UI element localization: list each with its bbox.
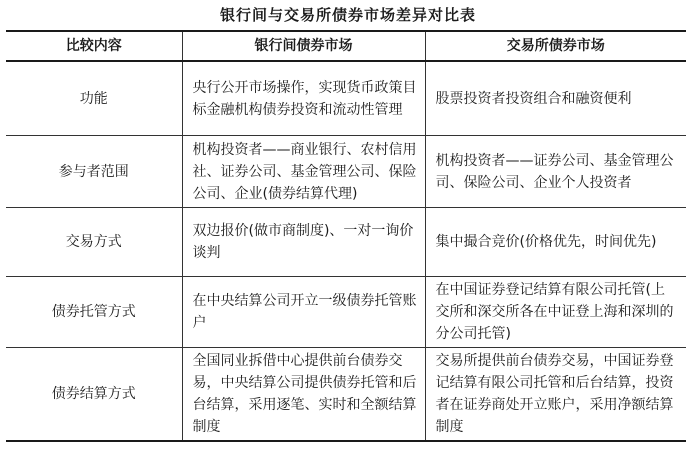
table-row xyxy=(6,136,686,208)
row-aspect: 债券结算方式 xyxy=(6,348,182,442)
exchange-cell: 在中国证券登记结算有限公司托管(上交所和深交所各在中证登上海和深圳的分公司托管) xyxy=(425,277,686,348)
table-row xyxy=(6,277,686,348)
interbank-cell: 全国同业拆借中心提供前台债券交易，中央结算公司提供债券托管和后台结算，采用逐笔、实时和全额结算制度 xyxy=(182,348,425,442)
interbank-cell: 央行公开市场操作，实现货币政策目标金融机构债券投资和流动性管理 xyxy=(182,61,425,136)
table-row xyxy=(6,348,686,442)
table-row xyxy=(6,208,686,277)
interbank-cell: 机构投资者——商业银行、农村信用社、证券公司、基金管理公司、保险公司、企业(债券结算代理) xyxy=(182,136,425,208)
header-interbank: 银行间债券市场 xyxy=(182,31,425,61)
interbank-cell: 双边报价(做市商制度)、一对一询价谈判 xyxy=(182,208,425,277)
row-aspect: 参与者范围 xyxy=(6,136,182,208)
header-exchange: 交易所债券市场 xyxy=(425,31,686,61)
comparison-table xyxy=(6,30,686,442)
row-aspect: 功能 xyxy=(6,61,182,136)
row-aspect: 交易方式 xyxy=(6,208,182,277)
exchange-cell: 机构投资者——证券公司、基金管理公司、保险公司、企业个人投资者 xyxy=(425,136,686,208)
exchange-cell: 交易所提供前台债券交易，中国证券登记结算有限公司托管和后台结算，投资者在证券商处开立账户，采用净额结算制度 xyxy=(425,348,686,442)
exchange-cell: 集中撮合竞价(价格优先，时间优先) xyxy=(425,208,686,277)
row-aspect: 债券托管方式 xyxy=(6,277,182,348)
table-title: 银行间与交易所债券市场差异对比表 xyxy=(219,6,476,24)
exchange-cell: 股票投资者投资组合和融资便利 xyxy=(425,61,686,136)
interbank-cell: 在中央结算公司开立一级债券托管账户 xyxy=(182,277,425,348)
header-aspect: 比较内容 xyxy=(6,31,182,61)
header-row xyxy=(6,31,686,61)
table-row xyxy=(6,61,686,136)
